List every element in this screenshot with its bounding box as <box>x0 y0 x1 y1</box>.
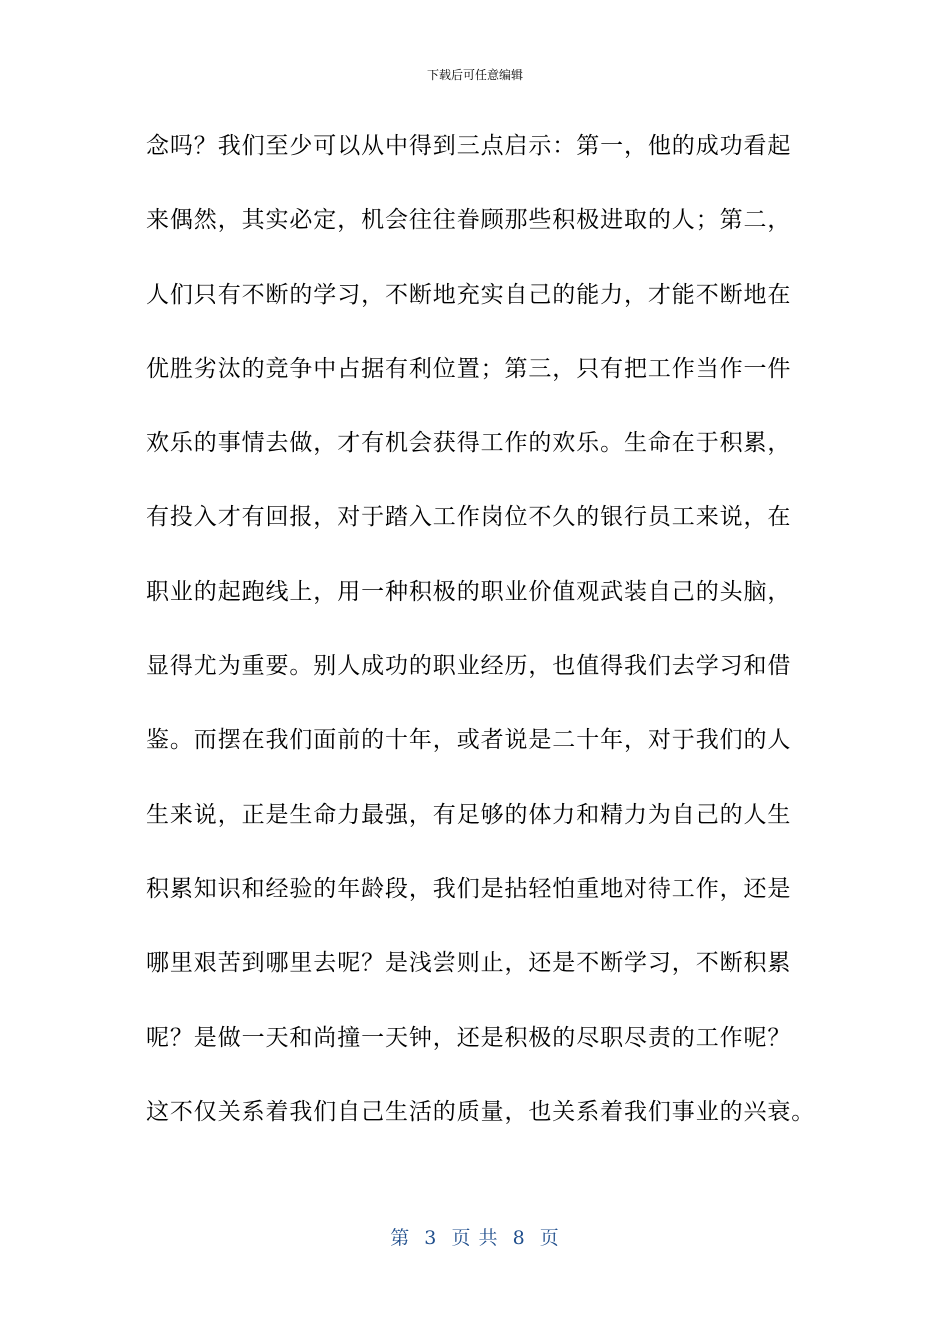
body-line: 来偶然，其实必定，机会往往眷顾那些积极进取的人；第二， <box>146 207 792 234</box>
body-line: 这不仅关系着我们自己生活的质量，也关系着我们事业的兴衰。 <box>146 1098 816 1125</box>
body-line: 生来说，正是生命力最强，有足够的体力和精力为自己的人生 <box>146 801 792 828</box>
body-line: 鉴。而摆在我们面前的十年，或者说是二十年，对于我们的人 <box>146 727 792 754</box>
page-number-label: 第 3 页 共 8 页 <box>390 1227 560 1249</box>
body-line: 呢？是做一天和尚撞一天钟，还是积极的尽职尽责的工作呢？ <box>146 1024 792 1051</box>
body-line: 优胜劣汰的竞争中占据有利位置；第三，只有把工作当作一件 <box>146 355 792 382</box>
body-text <box>146 124 826 1164</box>
body-line: 欢乐的事情去做，才有机会获得工作的欢乐。生命在于积累， <box>146 430 792 457</box>
body-line: 念吗？我们至少可以从中得到三点启示：第一，他的成功看起 <box>146 133 792 159</box>
body-line: 职业的起跑线上，用一种积极的职业价值观武装自己的头脑， <box>146 578 792 605</box>
body-line: 人们只有不断的学习，不断地充实自己的能力，才能不断地在 <box>146 281 792 308</box>
page-footer <box>0 1224 950 1252</box>
page-header: 下载后可任意编辑 <box>426 68 523 82</box>
body-line: 哪里艰苦到哪里去呢？是浅尝则止，还是不断学习，不断积累 <box>146 950 792 977</box>
body-line: 显得尤为重要。别人成功的职业经历，也值得我们去学习和借 <box>146 653 792 680</box>
body-line: 有投入才有回报，对于踏入工作岗位不久的银行员工来说，在 <box>146 504 792 531</box>
body-line: 积累知识和经验的年龄段，我们是拈轻怕重地对待工作，还是 <box>146 875 792 902</box>
